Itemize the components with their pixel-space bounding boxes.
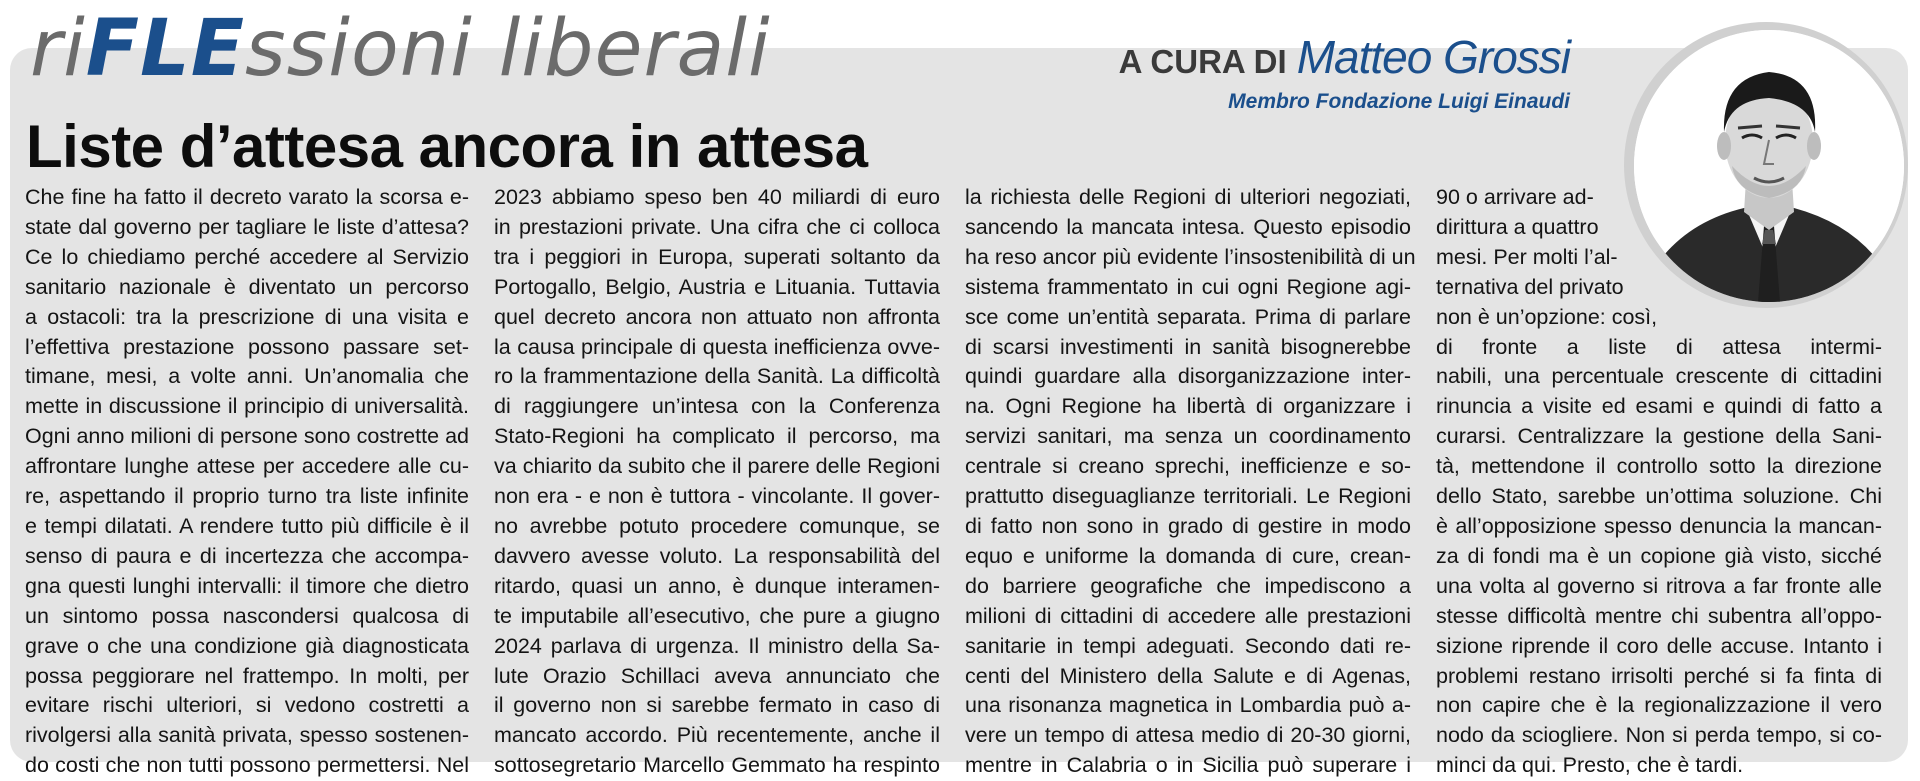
masthead-part-2: FLE (85, 4, 246, 94)
text-line: evitare rischi ulteriori, si vedono costretti a (25, 693, 469, 718)
text-line: a ostacoli: tra la prescrizione di una visita e (25, 304, 469, 329)
text-line: mentre in Calabria o in Sicilia può superare i (965, 753, 1411, 778)
text-line: ha reso ancor più evidente l’insostenibilità di un (965, 244, 1416, 269)
text-line: Ce lo chiediamo perché accedere al Servizio (25, 244, 469, 269)
text-line: curarsi. Centralizzare la gestione della Sani- (1436, 424, 1882, 449)
author-role: Membro Fondazione Luigi Einaudi (1228, 90, 1570, 113)
article-column-3 (965, 183, 1416, 781)
text-line: milioni di cittadini di accedere alle prestazioni (965, 603, 1411, 628)
text-line: l’effettiva prestazione possono passare set- (25, 334, 469, 359)
text-line: in prestazioni private. Una cifra che ci colloca (494, 214, 940, 239)
text-line: un sintomo possa nascondersi qualcosa di (25, 603, 469, 628)
text-line: problemi restano irrisolti perché si fa finta di (1436, 663, 1882, 688)
text-line: grave o che una condizione già diagnosticata (25, 633, 469, 658)
text-line: va chiarito da subito che il parere delle Regioni (494, 454, 940, 479)
text-line: lute Orazio Schillaci aveva annunciato che (494, 663, 940, 688)
text-line: sancendo la mancata intesa. Questo episodio (965, 214, 1411, 239)
text-line: do costi che non tutti possono permettersi. Nel (25, 753, 469, 778)
text-line: state dal governo per tagliare le liste d’attesa? (25, 214, 469, 239)
text-line: tra i peggiori in Europa, superati soltanto da (494, 244, 940, 269)
text-line: di fronte a liste di attesa intermi- (1436, 334, 1882, 359)
text-line: gna questi lunghi intervalli: il timore che dietro (25, 573, 469, 598)
text-line: Stato-Regioni ha complicato il percorso, ma (494, 424, 940, 449)
text-line: sottosegretario Marcello Gemmato ha respinto (494, 753, 940, 778)
text-line: non era - e non è tuttora - vincolante. Il gover- (494, 484, 940, 509)
text-line: mesi. Per molti l’al- (1436, 244, 1618, 269)
text-line: centi del Ministero della Salute e di Agenas, (965, 663, 1411, 688)
text-line: rinuncia a visite ed esami e quindi di fatto a (1436, 394, 1882, 419)
text-line: 2024 parlava di urgenza. Il ministro della Sa- (494, 633, 940, 658)
text-line: dello Stato, sarebbe un’ottima soluzione. Chi (1436, 484, 1882, 509)
text-line: possa peggiorare nel frattempo. In molti, per (25, 663, 469, 688)
byline-prefix: A CURA DI (1118, 43, 1287, 80)
text-line: quindi guardare alla disorganizzazione inter- (965, 364, 1411, 389)
text-line: te imputabile all’esecutivo, che pure a giugno (494, 603, 940, 628)
column-masthead (30, 4, 771, 94)
author-name: Matteo Grossi (1296, 31, 1570, 83)
text-line: na. Ogni Regione ha libertà di organizzare i (965, 394, 1411, 419)
text-line: stesse difficoltà mentre chi subentra all’oppo- (1436, 603, 1882, 628)
text-line: ro la frammentazione della Sanità. La difficoltà (494, 364, 940, 389)
text-line: Portogallo, Belgio, Austria e Lituania. Tuttavia (494, 274, 940, 299)
text-line: di raggiungere un’intesa con la Conferenza (494, 394, 940, 419)
text-line: dirittura a quattro (1436, 214, 1599, 239)
text-line: una volta al governo si ritrova a far fronte alle (1436, 573, 1882, 598)
text-line: quel decreto ancora non attuato non affronta (494, 304, 940, 329)
byline (1119, 32, 1570, 115)
text-line: centrale si creano sprechi, inefficienze e so- (965, 454, 1411, 479)
text-line: è all’opposizione spesso denuncia la mancan- (1436, 513, 1882, 538)
text-line: la richiesta delle Regioni di ulteriori negoziati, (965, 185, 1411, 209)
text-line: ritardo, quasi un anno, è dunque interamen- (494, 573, 940, 598)
article-headline: Liste d’attesa ancora in attesa (26, 113, 868, 180)
text-line: e tempi dilatati. A rendere tutto più difficile è il (25, 513, 469, 538)
text-line: sce come un’entità separata. Prima di parlare (965, 304, 1411, 329)
text-line: timane, mesi, a volte anni. Un’anomalia che (25, 364, 469, 389)
masthead-part-3: ssioni liberali (245, 4, 771, 94)
text-line: mancato accordo. Più recentemente, anche il (494, 723, 940, 748)
text-line: sanitario nazionale è diventato un percorso (25, 274, 469, 299)
text-line: za di fondi ma è un copione già visto, sicché (1436, 543, 1882, 568)
text-line: 2023 abbiamo speso ben 40 miliardi di euro (494, 185, 940, 209)
article-column-4 (1436, 183, 1882, 781)
text-line: di scarsi investimenti in sanità bisognerebbe (965, 334, 1411, 359)
text-line: davvero avesse voluto. La responsabilità del (494, 543, 940, 568)
text-line: no avrebbe potuto procedere comunque, se (494, 513, 940, 538)
text-line: vere un tempo di attesa medio di 20-30 giorni, (965, 723, 1411, 748)
text-line: sanitarie in tempi adeguati. Secondo dati re- (965, 633, 1411, 658)
text-line: tà, mettendone il controllo sotto la direzione (1436, 454, 1882, 479)
text-line: do barriere geografiche che impediscono a (965, 573, 1411, 598)
text-line: nodo da sciogliere. Non si perda tempo, si co- (1436, 723, 1882, 748)
text-line: ternativa del privato (1436, 274, 1624, 299)
text-line: non capire che è la regionalizzazione il vero (1436, 693, 1882, 718)
text-line: il governo non si sarebbe fermato in caso di (494, 693, 940, 718)
text-line: rivolgersi alla sanità privata, spesso sostenen- (25, 723, 469, 748)
article-column-2 (494, 183, 940, 781)
text-line: Che fine ha fatto il decreto varato la scorsa e- (25, 185, 469, 209)
text-line: mette in discussione il principio di universalità. (25, 394, 469, 419)
text-line: re, aspettando il proprio turno tra liste infinite (25, 484, 469, 509)
masthead-part-1: ri (30, 4, 86, 94)
text-line: affrontare lunghe attese per accedere alle cu- (25, 454, 469, 479)
text-line: prattutto diseguaglianze territoriali. Le Regioni (965, 484, 1411, 509)
text-wrap-around-photo (1436, 183, 1882, 333)
text-line: equo e uniforme la domanda di cure, crean- (965, 543, 1411, 568)
article-column-1 (25, 183, 469, 781)
text-line: servizi sanitari, ma senza un coordinamento (965, 424, 1411, 449)
text-line: la causa principale di questa inefficienza ovve- (494, 334, 940, 359)
text-line: sistema frammentato in cui ogni Regione agi- (965, 274, 1411, 299)
text-line: Ogni anno milioni di persone sono costrette ad (25, 424, 469, 449)
text-line: non è un’opzione: così, (1436, 304, 1658, 329)
text-line: di fatto non sono in grado di gestire in modo (965, 513, 1411, 538)
text-line: 90 o arrivare ad- (1436, 185, 1594, 209)
text-line: senso di paura e di incertezza che accompa- (25, 543, 469, 568)
text-line: nabili, una percentuale crescente di cittadini (1436, 364, 1882, 389)
text-line: minci da qui. Presto, che è tardi. (1436, 753, 1744, 778)
text-line: sizione riprende il coro delle accuse. Intanto i (1436, 633, 1882, 658)
text-line: una risonanza magnetica in Lombardia può a- (965, 693, 1411, 718)
